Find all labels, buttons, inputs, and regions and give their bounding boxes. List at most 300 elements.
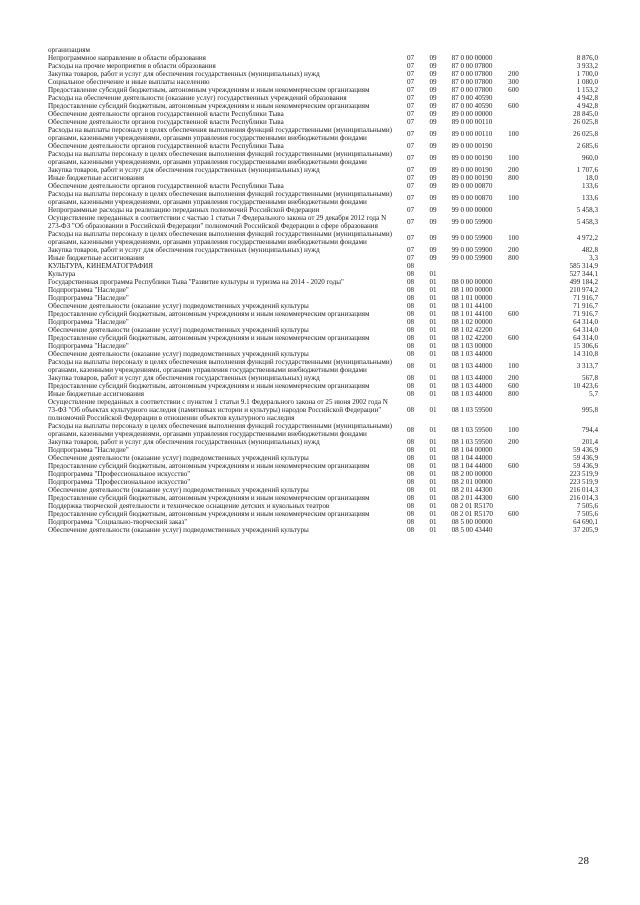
- row-subsection-code: 09: [429, 62, 437, 70]
- row-amount: 2 685,6: [576, 142, 598, 150]
- row-section-code: 08: [406, 510, 415, 518]
- row-name: Обеспечение деятельности (оказание услуг) подведомственных учреждений культуры: [48, 486, 309, 494]
- table-row: [48, 358, 598, 374]
- table-row: [48, 462, 598, 470]
- row-section-code: 08: [406, 342, 415, 350]
- row-amount: 794,4: [582, 426, 598, 434]
- row-target-article: 99 0 00 59900: [451, 234, 493, 242]
- row-amount: 18,0: [585, 174, 598, 182]
- row-section-code: 08: [406, 526, 415, 534]
- row-amount: 28 845,0: [573, 110, 598, 118]
- row-section-code: 08: [406, 494, 415, 502]
- row-section-code: 08: [406, 518, 415, 526]
- row-name: Предоставление субсидий бюджетным, автономным учреждениям и иным некоммерческим организациям: [48, 102, 370, 110]
- table-row: [48, 470, 598, 478]
- row-amount: 7 505,6: [576, 502, 598, 510]
- row-name: Социальное обеспечение и иные выплаты населению: [48, 78, 210, 86]
- row-section-code: 07: [406, 142, 415, 150]
- row-section-code: 07: [406, 182, 415, 190]
- row-name: Предоставление субсидий бюджетным, автономным учреждениям и иным некоммерческим организациям: [48, 86, 370, 94]
- table-row: [48, 190, 598, 206]
- row-subsection-code: 01: [429, 478, 437, 486]
- row-amount: 133,6: [582, 182, 598, 190]
- row-target-article: 08 1 03 59500: [451, 438, 493, 446]
- row-subsection-code: 01: [429, 362, 437, 370]
- row-name: Расходы на выплаты персоналу в целях обеспечения выполнения функций государственными (муниципальными) органами, казенными учреждениями, органами управления государственными внебюджетными фондами: [48, 230, 393, 246]
- row-name: Расходы на выплаты персоналу в целях обеспечения выполнения функций государственными (муниципальными) органами, казенными учреждениями, органами управления государственными внебюджетными фондами: [48, 358, 393, 374]
- table-row: [48, 254, 598, 262]
- table-row: [48, 86, 598, 94]
- row-subsection-code: 09: [429, 110, 437, 118]
- row-target-article: 89 0 00 00110: [451, 118, 493, 126]
- row-subsection-code: 01: [429, 334, 437, 342]
- row-section-code: 07: [406, 110, 415, 118]
- row-name: Обеспечение деятельности органов государственной власти Республики Тыва: [48, 182, 284, 190]
- row-target-article: 08 1 01 44100: [451, 310, 493, 318]
- row-target-article: 08 5 00 43440: [451, 526, 493, 534]
- table-row: [48, 390, 598, 398]
- row-section-code: 08: [406, 426, 415, 434]
- row-amount: 3 313,7: [576, 362, 598, 370]
- row-expense-type: 600: [508, 102, 519, 110]
- table-row: [48, 54, 598, 62]
- row-name: Закупка товаров, работ и услуг для обеспечения государственных (муниципальных) нужд: [48, 374, 320, 382]
- table-row: [48, 510, 598, 518]
- row-subsection-code: 09: [429, 194, 437, 202]
- row-expense-type: 600: [508, 382, 519, 390]
- row-name: Закупка товаров, работ и услуг для обеспечения государственных (муниципальных) нужд: [48, 438, 320, 446]
- row-subsection-code: 01: [429, 390, 437, 398]
- row-target-article: 08 2 01 R5170: [451, 510, 493, 518]
- row-subsection-code: 01: [429, 510, 437, 518]
- row-name: Непрограммное направление в области образования: [48, 54, 206, 62]
- row-target-article: 89 0 00 00870: [451, 194, 493, 202]
- row-expense-type: 100: [508, 426, 519, 434]
- row-expense-type: 800: [508, 390, 519, 398]
- row-section-code: 08: [406, 262, 415, 270]
- row-amount: 26 025,8: [573, 130, 598, 138]
- row-name: Поддержка творческой деятельности и техническое оснащение детских и кукольных театров: [48, 502, 330, 510]
- row-target-article: 89 0 00 00000: [451, 110, 493, 118]
- row-target-article: 89 0 00 00190: [451, 174, 493, 182]
- row-name: Предоставление субсидий бюджетным, автономным учреждениям и иным некоммерческим организациям: [48, 310, 370, 318]
- row-section-code: 07: [406, 54, 415, 62]
- row-subsection-code: 09: [429, 94, 437, 102]
- row-expense-type: 300: [508, 78, 519, 86]
- row-amount: 3,3: [589, 254, 598, 262]
- row-target-article: 08 2 01 44300: [451, 486, 493, 494]
- row-target-article: 87 0 00 40590: [451, 94, 493, 102]
- row-subsection-code: 01: [429, 438, 437, 446]
- row-subsection-code: 01: [429, 502, 437, 510]
- row-section-code: 08: [406, 438, 415, 446]
- row-name: Подпрограмма "Социально-творческий заказ": [48, 518, 188, 526]
- row-section-code: 08: [406, 270, 415, 278]
- row-name: Подпрограмма "Наследие": [48, 446, 129, 454]
- row-section-code: 08: [406, 478, 415, 486]
- row-section-code: 07: [406, 130, 415, 138]
- row-name: Культура: [48, 270, 76, 278]
- row-target-article: 99 0 00 00000: [451, 206, 493, 214]
- row-target-article: 08 1 00 00000: [451, 286, 493, 294]
- row-section-code: 07: [406, 118, 415, 126]
- row-expense-type: 200: [508, 166, 519, 174]
- row-name: Обеспечение деятельности (оказание услуг) подведомственных учреждений культуры: [48, 350, 309, 358]
- row-name: Расходы на выплаты персоналу в целях обеспечения выполнения функций государственными (муниципальными) органами, казенными учреждениями, органами управления государственными внебюджетными фондами: [48, 422, 393, 438]
- row-section-code: 07: [406, 234, 415, 242]
- table-row: [48, 94, 598, 102]
- row-section-code: 08: [406, 286, 415, 294]
- row-amount: 4 942,8: [576, 94, 598, 102]
- table-row: [48, 318, 598, 326]
- table-row: [48, 446, 598, 454]
- row-amount: 210 974,2: [569, 286, 598, 294]
- row-amount: 201,4: [582, 438, 598, 446]
- row-target-article: 89 0 00 00190: [451, 142, 493, 150]
- row-name: Расходы на прочие мероприятия в области образования: [48, 62, 216, 70]
- row-section-code: 08: [406, 374, 415, 382]
- row-section-code: 08: [406, 278, 415, 286]
- row-expense-type: 600: [508, 86, 519, 94]
- row-subsection-code: 09: [429, 70, 437, 78]
- row-name: Расходы на выплаты персоналу в целях обеспечения выполнения функций государственными (муниципальными) органами, казенными учреждениями, органами управления государственными внебюджетными фондами: [48, 150, 393, 166]
- row-expense-type: 100: [508, 130, 519, 138]
- row-target-article: 08 1 04 00000: [451, 446, 493, 454]
- row-subsection-code: 01: [429, 446, 437, 454]
- row-amount: 59 436,9: [573, 462, 598, 470]
- table-row: [48, 398, 598, 422]
- row-name: Подпрограмма "Наследие": [48, 286, 129, 294]
- row-target-article: 89 0 00 00190: [451, 154, 493, 162]
- row-subsection-code: 01: [429, 270, 437, 278]
- table-row: [48, 518, 598, 526]
- table-row: [48, 342, 598, 350]
- row-subsection-code: 09: [429, 142, 437, 150]
- row-target-article: 08 1 03 44000: [451, 362, 493, 370]
- row-subsection-code: 01: [429, 406, 437, 414]
- row-amount: 3 933,2: [576, 62, 598, 70]
- row-target-article: 89 0 00 00870: [451, 182, 493, 190]
- row-section-code: 08: [406, 454, 415, 462]
- row-subsection-code: 09: [429, 166, 437, 174]
- row-name: Предоставление субсидий бюджетным, автономным учреждениям и иным некоммерческим организациям: [48, 334, 370, 342]
- row-amount: 64 690,1: [573, 518, 598, 526]
- row-name: Закупка товаров, работ и услуг для обеспечения государственных (муниципальных) нужд: [48, 70, 320, 78]
- row-subsection-code: 01: [429, 454, 437, 462]
- row-name: Иные бюджетные ассигнования: [48, 174, 145, 182]
- row-subsection-code: 01: [429, 526, 437, 534]
- row-amount: 59 436,9: [573, 446, 598, 454]
- row-subsection-code: 09: [429, 246, 437, 254]
- row-expense-type: 200: [508, 374, 519, 382]
- row-section-code: 07: [406, 206, 415, 214]
- row-name: Подпрограмма "Наследие": [48, 318, 129, 326]
- row-amount: 527 344,1: [569, 270, 598, 278]
- row-name: КУЛЬТУРА, КИНЕМАТОГРАФИЯ: [48, 262, 153, 270]
- row-amount: 995,8: [582, 406, 598, 414]
- table-row: [48, 334, 598, 342]
- table-row: [48, 374, 598, 382]
- row-expense-type: 200: [508, 70, 519, 78]
- row-target-article: 08 1 01 00000: [451, 294, 493, 302]
- table-row: [48, 526, 598, 534]
- table-row: [48, 78, 598, 86]
- table-row: [48, 270, 598, 278]
- row-subsection-code: 09: [429, 174, 437, 182]
- row-section-code: 08: [406, 382, 415, 390]
- table-row: [48, 150, 598, 166]
- row-subsection-code: 01: [429, 278, 437, 286]
- row-subsection-code: 09: [429, 206, 437, 214]
- row-amount: 4 972,2: [576, 234, 598, 242]
- row-name: Осуществление переданных в соответствии с частью 1 статьи 7 Федерального закона от 29 декабря 2012 года N 273-ФЗ "Об образовании в Российской Федерации" полномочий Российской Федерации в сфере образования: [48, 214, 387, 230]
- row-section-code: 07: [406, 174, 415, 182]
- row-amount: 71 916,7: [573, 302, 598, 310]
- row-subsection-code: 01: [429, 342, 437, 350]
- row-amount: 5,7: [589, 390, 598, 398]
- row-amount: 223 519,9: [569, 478, 598, 486]
- table-row: [48, 422, 598, 438]
- row-target-article: 08 1 03 59500: [451, 426, 493, 434]
- row-subsection-code: 01: [429, 462, 437, 470]
- row-name: Предоставление субсидий бюджетным, автономным учреждениям и иным некоммерческим организациям: [48, 510, 370, 518]
- table-row: [48, 214, 598, 230]
- row-name: Государственная программа Республики Тыва "Развитие культуры и туризма на 2014 - 2020 годы": [48, 278, 344, 286]
- row-subsection-code: 01: [429, 486, 437, 494]
- row-section-code: 07: [406, 166, 415, 174]
- row-target-article: 08 2 00 00000: [451, 470, 493, 478]
- row-section-code: 07: [406, 246, 415, 254]
- row-name: Предоставление субсидий бюджетным, автономным учреждениям и иным некоммерческим организациям: [48, 494, 370, 502]
- row-name: Подпрограмма "Наследие": [48, 294, 129, 302]
- row-target-article: 89 0 00 00110: [451, 130, 493, 138]
- row-name: Предоставление субсидий бюджетным, автономным учреждениям и иным некоммерческим организациям: [48, 462, 370, 470]
- row-expense-type: 600: [508, 462, 519, 470]
- row-amount: 64 314,0: [573, 334, 598, 342]
- row-target-article: 08 1 04 44000: [451, 454, 493, 462]
- row-subsection-code: 09: [429, 86, 437, 94]
- row-target-article: 99 0 00 59900: [451, 218, 493, 226]
- row-target-article: 08 1 03 00000: [451, 342, 493, 350]
- table-row: [48, 350, 598, 358]
- row-amount: 5 458,3: [576, 206, 598, 214]
- row-subsection-code: 09: [429, 234, 437, 242]
- row-subsection-code: 09: [429, 118, 437, 126]
- row-subsection-code: 01: [429, 302, 437, 310]
- table-row: [48, 142, 598, 150]
- row-amount: 585 314,9: [569, 262, 598, 270]
- row-subsection-code: 01: [429, 350, 437, 358]
- table-row: [48, 310, 598, 318]
- row-section-code: 08: [406, 350, 415, 358]
- row-expense-type: 100: [508, 362, 519, 370]
- row-name: Подпрограмма "Профессиональное искусство": [48, 470, 191, 478]
- row-target-article: 08 1 02 42200: [451, 334, 493, 342]
- row-amount: 7 505,6: [576, 510, 598, 518]
- row-subsection-code: 01: [429, 374, 437, 382]
- row-section-code: 08: [406, 462, 415, 470]
- row-amount: 26 025,8: [573, 118, 598, 126]
- row-target-article: 08 2 01 44300: [451, 494, 493, 502]
- row-expense-type: 600: [508, 310, 519, 318]
- table-row: [48, 286, 598, 294]
- row-subsection-code: 09: [429, 154, 437, 162]
- row-amount: 567,8: [582, 374, 598, 382]
- row-target-article: 87 0 00 07800: [451, 62, 493, 70]
- row-section-code: 07: [406, 102, 415, 110]
- row-amount: 10 423,6: [573, 382, 598, 390]
- row-name: Расходы на выплаты персоналу в целях обеспечения выполнения функций государственными (муниципальными) органами, казенными учреждениями, органами управления государственными внебюджетными фондами: [48, 190, 393, 206]
- row-section-code: 07: [406, 194, 415, 202]
- row-target-article: 87 0 00 07800: [451, 86, 493, 94]
- row-section-code: 08: [406, 326, 415, 334]
- row-expense-type: 600: [508, 510, 519, 518]
- row-target-article: 08 1 03 44000: [451, 374, 493, 382]
- row-subsection-code: 01: [429, 426, 437, 434]
- row-subsection-code: 09: [429, 54, 437, 62]
- table-row: [48, 230, 598, 246]
- row-expense-type: 200: [508, 246, 519, 254]
- table-row: [48, 182, 598, 190]
- row-name: Осуществление переданных в соответствии с пунктом 1 статьи 9.1 Федерального закона от 25 июня 2002 года N 73-ФЗ "Об объектах культурного наследия (памятниках истории и культуры) народов Российской Федерации" полномочий Российской Федерации в отношении объектов культурного наследия: [48, 398, 388, 422]
- row-name: Закупка товаров, работ и услуг для обеспечения государственных (муниципальных) нужд: [48, 166, 320, 174]
- row-amount: 71 916,7: [573, 310, 598, 318]
- table-row: [48, 206, 598, 214]
- row-target-article: 08 1 03 44000: [451, 390, 493, 398]
- row-amount: 1 707,6: [576, 166, 598, 174]
- row-target-article: 08 5 00 00000: [451, 518, 493, 526]
- table-row: [48, 326, 598, 334]
- table-row: [48, 246, 598, 254]
- table-row: [48, 278, 598, 286]
- table-row: [48, 382, 598, 390]
- row-amount: 499 184,2: [569, 278, 598, 286]
- row-target-article: 87 0 00 07800: [451, 78, 493, 86]
- row-amount: 1 153,2: [576, 86, 598, 94]
- row-name: Предоставление субсидий бюджетным, автономным учреждениям и иным некоммерческим организациям: [48, 382, 370, 390]
- row-amount: 64 314,0: [573, 318, 598, 326]
- row-subsection-code: 09: [429, 218, 437, 226]
- row-section-code: 07: [406, 70, 415, 78]
- table-row: [48, 46, 598, 54]
- row-expense-type: 100: [508, 194, 519, 202]
- row-amount: 1 080,0: [576, 78, 598, 86]
- row-target-article: 08 1 03 44000: [451, 382, 493, 390]
- row-amount: 8 876,0: [576, 54, 598, 62]
- row-name: Обеспечение деятельности (оказание услуг) подведомственных учреждений культуры: [48, 454, 309, 462]
- row-name: Иные бюджетные ассигнования: [48, 390, 145, 398]
- row-subsection-code: 01: [429, 382, 437, 390]
- table-row: [48, 70, 598, 78]
- row-subsection-code: 09: [429, 182, 437, 190]
- row-amount: 37 205,9: [573, 526, 598, 534]
- table-row: [48, 502, 598, 510]
- row-section-code: 08: [406, 470, 415, 478]
- row-subsection-code: 01: [429, 294, 437, 302]
- row-subsection-code: 01: [429, 286, 437, 294]
- row-target-article: 08 1 02 00000: [451, 318, 493, 326]
- row-amount: 1 700,0: [576, 70, 598, 78]
- row-target-article: 87 0 00 40590: [451, 102, 493, 110]
- table-row: [48, 454, 598, 462]
- row-amount: 482,8: [582, 246, 598, 254]
- table-row: [48, 478, 598, 486]
- row-expense-type: 800: [508, 174, 519, 182]
- row-target-article: 08 0 00 00000: [451, 278, 493, 286]
- table-row: [48, 262, 598, 270]
- row-name: Расходы на обеспечение деятельности (оказание услуг) государственных учреждений образования: [48, 94, 347, 102]
- row-section-code: 08: [406, 310, 415, 318]
- row-expense-type: 100: [508, 154, 519, 162]
- table-row: [48, 438, 598, 446]
- row-target-article: 08 1 01 44100: [451, 302, 493, 310]
- row-name: Обеспечение деятельности органов государственной власти Республики Тыва: [48, 110, 284, 118]
- row-name: Закупка товаров, работ и услуг для обеспечения государственных (муниципальных) нужд: [48, 246, 320, 254]
- row-section-code: 08: [406, 390, 415, 398]
- row-amount: 960,0: [582, 154, 598, 162]
- row-amount: 133,6: [582, 194, 598, 202]
- row-amount: 223 519,9: [569, 470, 598, 478]
- row-section-code: 07: [406, 62, 415, 70]
- row-amount: 216 014,3: [569, 486, 598, 494]
- row-target-article: 99 0 00 59900: [451, 254, 493, 262]
- row-section-code: 07: [406, 78, 415, 86]
- row-name: Расходы на выплаты персоналу в целях обеспечения выполнения функций государственными (муниципальными) органами, казенными учреждениями, органами управления государственными внебюджетными фондами: [48, 126, 393, 142]
- row-name: Подпрограмма "Профессиональное искусство": [48, 478, 191, 486]
- table-row: [48, 102, 598, 110]
- table-row: [48, 62, 598, 70]
- row-section-code: 08: [406, 502, 415, 510]
- table-row: [48, 166, 598, 174]
- table-row: [48, 486, 598, 494]
- row-name: Обеспечение деятельности органов государственной власти Республики Тыва: [48, 118, 284, 126]
- row-name: Непрограммные расходы на реализацию переданных полномочий Российской Федерации: [48, 206, 320, 214]
- row-name: Обеспечение деятельности (оказание услуг) подведомственных учреждений культуры: [48, 302, 309, 310]
- row-target-article: 08 1 02 42200: [451, 326, 493, 334]
- row-name: организациям: [48, 46, 91, 54]
- row-expense-type: 100: [508, 234, 519, 242]
- row-amount: 71 916,7: [573, 294, 598, 302]
- row-section-code: 08: [406, 446, 415, 454]
- row-subsection-code: 01: [429, 494, 437, 502]
- row-name: Подпрограмма "Наследие": [48, 342, 129, 350]
- row-section-code: 08: [406, 334, 415, 342]
- row-target-article: 08 2 01 00000: [451, 478, 493, 486]
- row-expense-type: 200: [508, 438, 519, 446]
- row-amount: 5 458,3: [576, 218, 598, 226]
- row-target-article: 08 2 01 R5170: [451, 502, 493, 510]
- row-expense-type: 600: [508, 494, 519, 502]
- table-row: [48, 302, 598, 310]
- row-target-article: 87 0 00 07800: [451, 70, 493, 78]
- row-amount: 4 942,8: [576, 102, 598, 110]
- row-amount: 15 306,6: [573, 342, 598, 350]
- page-number: 28: [578, 855, 589, 867]
- row-target-article: 99 0 00 59900: [451, 246, 493, 254]
- row-section-code: 07: [406, 94, 415, 102]
- row-subsection-code: 01: [429, 326, 437, 334]
- row-target-article: 08 1 03 44000: [451, 350, 493, 358]
- row-name: Иные бюджетные ассигнования: [48, 254, 145, 262]
- row-section-code: 07: [406, 218, 415, 226]
- row-section-code: 08: [406, 406, 415, 414]
- table-row: [48, 494, 598, 502]
- row-target-article: 08 1 04 44000: [451, 462, 493, 470]
- row-target-article: 08 1 03 59500: [451, 406, 493, 414]
- budget-table: [48, 46, 598, 534]
- row-amount: 64 314,0: [573, 326, 598, 334]
- table-row: [48, 110, 598, 118]
